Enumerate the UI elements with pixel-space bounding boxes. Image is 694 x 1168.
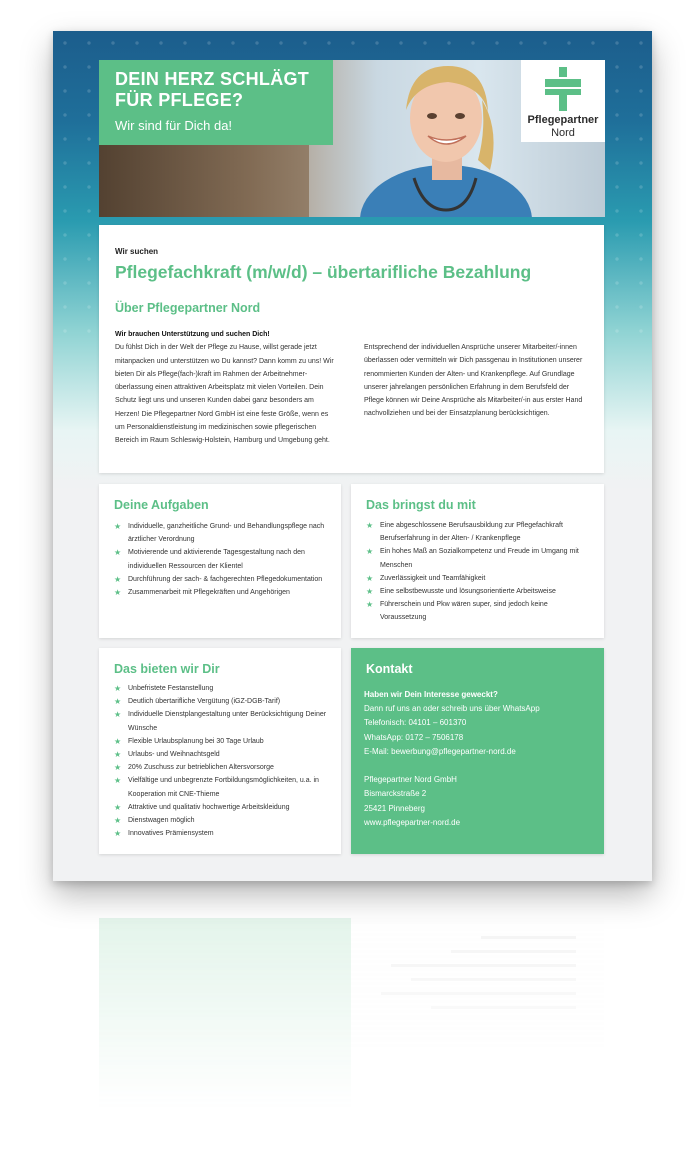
requirements-list — [366, 519, 591, 625]
star-icon: ★ — [114, 697, 122, 707]
star-icon: ★ — [366, 521, 374, 530]
list-item: ★ Unbefristete Festanstellung — [114, 682, 329, 695]
star-icon: ★ — [114, 574, 122, 584]
reflection-white-block — [351, 918, 604, 1110]
contact-heading: Kontakt — [366, 662, 413, 676]
contact-invite: Dann ruf uns an oder schreib uns über WhatsApp — [364, 704, 540, 714]
list-item: ★ Vielfältige und unbegrenzte Fortbildungsmöglichkeiten, u.a. in Kooperation mit CNE-Thieme — [114, 776, 319, 798]
star-icon: ★ — [114, 522, 122, 531]
contact-whatsapp[interactable]: WhatsApp: 0172 – 7506178 — [364, 732, 464, 742]
list-item: ★ Urlaubs- und Weihnachtsgeld — [114, 748, 329, 761]
star-icon: ★ — [114, 829, 122, 839]
intro-lead: Wir brauchen Unterstützung und suchen Dich! — [115, 331, 270, 338]
company-logo — [521, 60, 605, 142]
list-item: ★ Individuelle, ganzheitliche Grund- und Behandlungspflege nach ärztlicher Verordnung — [114, 522, 325, 544]
list-item: ★ Ein hohes Maß an Sozialkompetenz und Freude im Umgang mit Menschen — [366, 547, 579, 569]
star-icon: ★ — [114, 750, 122, 760]
reflection-line — [411, 978, 576, 981]
spacer — [364, 759, 594, 773]
contact-question: Haben wir Dein Interesse geweckt? — [364, 690, 498, 699]
list-item: ★ Attraktive und qualitativ hochwertige Arbeitskleidung — [114, 801, 329, 814]
list-item: ★ Zuverlässigkeit und Teamfähigkeit — [366, 572, 591, 585]
flyer-sheet — [53, 31, 652, 881]
reflection-line — [391, 964, 576, 967]
intro-paragraph-left: Du fühlst Dich in der Welt der Pflege zu Hause, willst gerade jetzt mitanpacken und unterstützen wo Du kannst? Dann komm zu uns! Wir bieten Dir als Pflege(fach-)kraft im Rahmen der Arbeitnehmer-überlassung einen attraktiven Arbeitsplatz mit vielen Vorteilen. Dein Schutz liegt uns und unseren Kunden dabei ganz besonders am Herzen! Die Pflegepartner Nord GmbH ist eine feste Größe, wenn es um Personaldienstleistung im medizinischen sowie pflegerischen Bereich im Raum Schleswig-Holstein, Hamburg und Umgebung geht. — [115, 344, 334, 445]
star-icon: ★ — [114, 816, 122, 826]
list-item: ★ Innovatives Prämiensystem — [114, 827, 329, 840]
star-icon: ★ — [114, 588, 122, 598]
list-item: ★ Flexible Urlaubsplanung bei 30 Tage Urlaub — [114, 735, 329, 748]
benefits-list — [114, 682, 329, 840]
tasks-card — [99, 484, 341, 638]
list-item: ★ Führerschein und Pkw wären super, sind jedoch keine Voraussetzung — [366, 600, 548, 622]
benefits-heading: Das bieten wir Dir — [114, 662, 220, 676]
tasks-heading: Deine Aufgaben — [114, 498, 209, 512]
star-icon: ★ — [366, 587, 374, 597]
hero-headline: DEIN HERZ SCHLÄGT FÜR PFLEGE? — [115, 69, 310, 110]
contact-details — [364, 688, 594, 830]
list-item: ★ Dienstwagen möglich — [114, 814, 329, 827]
about-heading: Über Pflegepartner Nord — [115, 301, 261, 315]
logo-text-line1: Pflegepartner — [527, 114, 599, 126]
reflection-line — [481, 936, 576, 939]
list-item: ★ 20% Zuschuss zur betrieblichen Altersvorsorge — [114, 761, 329, 774]
list-item: ★ Motivierende und aktivierende Tagesgestaltung nach den individuellen Ressourcen der Klientel — [114, 548, 305, 570]
star-icon: ★ — [114, 710, 122, 720]
reflection-green-block — [99, 918, 352, 1110]
star-icon: ★ — [114, 736, 122, 746]
intro-paragraph-right: Entsprechend der individuellen Ansprüche unserer Mitarbeiter/-innen überlassen oder vermitteln wir Dich passgenau in Institutionen unserer renommierten Kunden der Alten- und Krankenpflege. Auf Grundlage unserer jahrelangen persönlichen Erfahrung in dem Berufsfeld der Pflege können wir Deine Ansprüche als Mitarbeiter/-in aus erster Hand nachvollziehen und bei der Einsatzplanung berücksichtigen. — [364, 344, 583, 418]
requirements-card — [351, 484, 604, 638]
star-icon: ★ — [114, 802, 122, 812]
list-item: ★ Zusammenarbeit mit Pflegekräften und Angehörigen — [114, 586, 329, 599]
nurse-photo-illustration — [354, 60, 534, 217]
headline-box — [99, 60, 333, 145]
tasks-list — [114, 520, 329, 599]
contact-street: Bismarckstraße 2 — [364, 789, 427, 799]
list-item: ★ Deutlich übertarifliche Vergütung (iGZ-DGB-Tarif) — [114, 695, 329, 708]
intro-column-left — [115, 328, 335, 448]
star-icon: ★ — [114, 684, 122, 693]
star-icon: ★ — [114, 776, 122, 786]
intro-card — [99, 225, 604, 473]
reflection-line — [381, 992, 576, 995]
contact-website[interactable]: www.pflegepartner-nord.de — [364, 817, 461, 827]
job-title: Pflegefachkraft (m/w/d) – übertarifliche Bezahlung — [115, 262, 532, 282]
reflection-line — [451, 950, 576, 953]
star-icon: ★ — [366, 600, 374, 610]
intro-column-right — [364, 341, 586, 421]
sheet-reflection — [53, 890, 652, 1110]
reflection-line — [431, 1006, 576, 1009]
contact-phone[interactable]: Telefonisch: 04101 – 601370 — [364, 718, 467, 728]
contact-card — [351, 648, 604, 854]
contact-email[interactable]: E-Mail: bewerbung@pflegepartner-nord.de — [364, 746, 516, 756]
hero-subline: Wir sind für Dich da! — [115, 118, 233, 133]
star-icon: ★ — [114, 763, 122, 773]
list-item: ★ Eine selbstbewusste und lösungsorientierte Arbeitsweise — [366, 585, 591, 598]
benefits-card — [99, 648, 341, 854]
list-item: ★ Durchführung der sach- & fachgerechten Pflegedokumentation — [114, 573, 329, 586]
star-icon: ★ — [366, 573, 374, 583]
list-item: ★ Eine abgeschlossene Berufsausbildung zur Pflegefachkraft Berufserfahrung in der Alten- / Krankenpflege — [366, 521, 563, 543]
kicker: Wir suchen — [115, 247, 159, 256]
contact-company: Pflegepartner Nord GmbH — [364, 775, 457, 785]
contact-city: 25421 Pinneberg — [364, 803, 425, 813]
star-icon: ★ — [114, 548, 122, 558]
cross-heart-icon — [541, 67, 585, 111]
star-icon: ★ — [366, 547, 374, 557]
list-item: ★ Individuelle Dienstplangestaltung unter Berücksichtigung Deiner Wünsche — [114, 710, 327, 732]
logo-text-line2: Nord — [551, 127, 575, 139]
requirements-heading: Das bringst du mit — [366, 498, 476, 512]
